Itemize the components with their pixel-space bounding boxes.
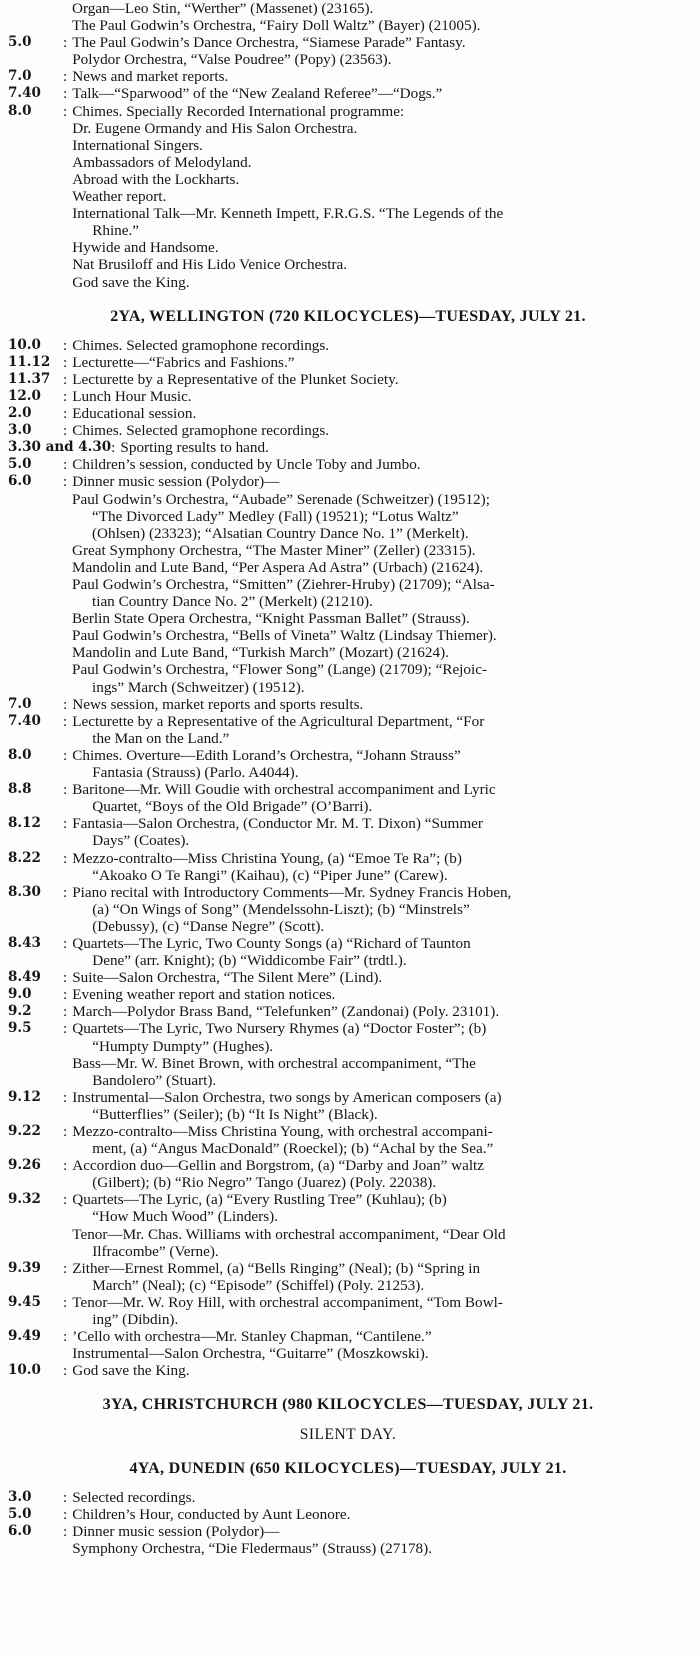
entry-line: Lecturette—“Fabrics and Fashions.” xyxy=(72,353,295,371)
entry-line: Dinner music session (Polydor)— xyxy=(72,1522,280,1540)
schedule-entry xyxy=(8,34,688,68)
schedule-entry xyxy=(8,1506,688,1523)
entry-text xyxy=(72,1328,688,1362)
entry-time: 5.0 xyxy=(8,1505,32,1522)
entry-text xyxy=(72,815,688,849)
entry-line: Evening weather report and station notices. xyxy=(72,986,336,1004)
dinner-line: tian Country Dance No. 2” (Merkelt) (21210). xyxy=(92,593,373,611)
entry-text xyxy=(72,85,688,102)
entry-time: 8.0 xyxy=(8,102,32,119)
continued-programme-lines xyxy=(8,0,688,34)
entry-text xyxy=(72,388,688,405)
entry-line: Chimes. Selected gramophone recordings. xyxy=(72,336,330,354)
dinner-line: ings” March (Schweitzer) (19512). xyxy=(92,678,305,696)
entry-line: March—Polydor Brass Band, “Telefunken” (Zandonai) (Poly. 23101). xyxy=(72,1003,500,1021)
entry-line: ment, (a) “Angus MacDonald” (Roeckel); (b) “Achal by the Sea.” xyxy=(92,1140,494,1158)
entry-text xyxy=(72,935,688,969)
entry-text xyxy=(72,1294,688,1328)
entry-text xyxy=(72,1489,688,1506)
dinner-line: Paul Godwin’s Orchestra, “Bells of Vineta” Waltz (Lindsay Thiemer). xyxy=(72,627,497,645)
section-4ya-schedule xyxy=(8,1489,688,1557)
schedule-entry xyxy=(8,456,688,473)
time-separator: : xyxy=(63,1003,68,1021)
entry-text xyxy=(72,781,688,815)
entry-line: Fantasia—Salon Orchestra, (Conductor Mr. M. T. Dixon) “Summer xyxy=(72,815,483,833)
entry-line: Tenor—Mr. W. Roy Hill, with orchestral accompaniment, “Tom Bowl- xyxy=(72,1293,503,1311)
time-separator: : xyxy=(63,712,68,730)
entry-line: ing” (Dibdin). xyxy=(92,1311,179,1329)
entry-line: ’Cello with orchestra—Mr. Stanley Chapman, “Cantilene.” xyxy=(72,1328,432,1346)
schedule-entry xyxy=(8,781,688,815)
time-separator: : xyxy=(63,85,68,103)
entry-time: 3.30 and 4.30 xyxy=(8,439,112,456)
heading-4ya-dunedin: 4YA, DUNEDIN (650 KILOCYCLES)—TUESDAY, JULY 21. xyxy=(129,1459,567,1477)
schedule-entry xyxy=(8,371,688,388)
schedule-entry xyxy=(8,405,688,422)
entry-line: Quartet, “Boys of the Old Brigade” (O’Barri). xyxy=(92,798,373,816)
entry-time: 11.37 xyxy=(8,370,51,387)
entry-line: News session, market reports and sports results. xyxy=(72,695,364,713)
entry-line: God save the King. xyxy=(72,1362,190,1380)
entry-time: 3.0 xyxy=(8,1488,32,1505)
schedule-entry xyxy=(8,1523,688,1557)
entry-line: Lecturette by a Representative of the Plunket Society. xyxy=(72,370,399,388)
entry-text xyxy=(72,1191,688,1259)
entry-line: Educational session. xyxy=(72,405,197,423)
entry-line: Bass—Mr. W. Binet Brown, with orchestral accompaniment, “The xyxy=(72,1054,476,1072)
schedule-entry xyxy=(8,1157,688,1191)
time-separator: : xyxy=(111,439,116,457)
time-separator: : xyxy=(63,456,68,474)
schedule-entry xyxy=(8,1328,688,1362)
entry-text xyxy=(72,354,688,371)
entry-text xyxy=(72,1506,688,1523)
schedule-entry xyxy=(8,935,688,969)
entry-line: Bandolero” (Stuart). xyxy=(92,1071,217,1089)
entry-line: Fantasia (Strauss) (Parlo. A4044). xyxy=(92,764,299,782)
heading-3ya-christchurch: 3YA, CHRISTCHURCH (980 KILOCYCLES—TUESDAY, JULY 21. xyxy=(102,1396,594,1414)
schedule-entry xyxy=(8,422,688,439)
schedule-entry xyxy=(8,1003,688,1020)
time-separator: : xyxy=(63,1293,68,1311)
time-separator: : xyxy=(63,102,68,120)
entry-line: Dr. Eugene Ormandy and His Salon Orchestra. xyxy=(72,119,358,137)
entry-line: The Paul Godwin’s Dance Orchestra, “Siamese Parade” Fantasy. xyxy=(72,34,466,52)
schedule-entry xyxy=(8,747,688,781)
entry-time: 8.49 xyxy=(8,969,41,986)
entry-text xyxy=(72,1020,688,1088)
time-separator: : xyxy=(63,849,68,867)
entry-line: Instrumental—Salon Orchestra, “Guitarre” (Moszkowski). xyxy=(72,1345,429,1363)
time-separator: : xyxy=(63,1522,68,1540)
section-1ya-evening xyxy=(8,34,688,290)
time-separator: : xyxy=(63,746,68,764)
entry-time: 5.0 xyxy=(8,456,32,473)
text-line: Organ—Leo Stin, “Werther” (Massenet) (23165). xyxy=(72,0,374,17)
dinner-line: Mandolin and Lute Band, “Turkish March” (Mozart) (21624). xyxy=(72,644,449,662)
schedule-entry xyxy=(8,713,688,747)
entry-time: 9.45 xyxy=(8,1293,41,1310)
entry-line: Lunch Hour Music. xyxy=(72,387,192,405)
entry-line: “How Much Wood” (Linders). xyxy=(92,1208,278,1226)
entry-time: 8.43 xyxy=(8,934,41,951)
entry-line: Quartets—The Lyric, (a) “Every Rustling Tree” (Kuhlau); (b) xyxy=(72,1191,447,1209)
schedule-entry xyxy=(8,68,688,85)
entry-time: 10.0 xyxy=(8,336,41,353)
time-separator: : xyxy=(63,815,68,833)
dinner-line: Mandolin and Lute Band, “Per Aspera Ad Astra” (Urbach) (21624). xyxy=(72,558,484,576)
entry-text xyxy=(72,422,688,439)
entry-line: Polydor Orchestra, “Valse Poudree” (Popy) (23563). xyxy=(72,51,392,69)
entry-text xyxy=(72,884,688,935)
time-separator: : xyxy=(63,781,68,799)
time-separator: : xyxy=(63,1020,68,1038)
entry-line: Ilfracombe” (Verne). xyxy=(92,1242,219,1260)
entry-text xyxy=(72,1003,688,1020)
entry-time: 7.40 xyxy=(8,85,41,102)
entry-line: Quartets—The Lyric, Two County Songs (a) “Richard of Taunton xyxy=(72,934,471,952)
time-separator: : xyxy=(63,1488,68,1506)
entry-line: Lecturette by a Representative of the Agricultural Department, “For xyxy=(72,712,485,730)
schedule-entry xyxy=(8,969,688,986)
entry-time: 2.0 xyxy=(8,405,32,422)
entry-text xyxy=(72,1523,688,1557)
entry-text xyxy=(72,1260,688,1294)
time-separator: : xyxy=(63,336,68,354)
time-separator: : xyxy=(63,1362,68,1380)
entry-line: Weather report. xyxy=(72,188,167,206)
dinner-line: Berlin State Opera Orchestra, “Knight Passman Ballet” (Strauss). xyxy=(72,610,470,628)
entry-text xyxy=(72,986,688,1003)
entry-line: “Butterflies” (Seiler); (b) “It Is Night” (Black). xyxy=(92,1105,378,1123)
entry-time: 8.8 xyxy=(8,781,32,798)
entry-line: Rhine.” xyxy=(92,222,140,240)
entry-time: 9.5 xyxy=(8,1020,32,1037)
entry-line: International Talk—Mr. Kenneth Impett, F.R.G.S. “The Legends of the xyxy=(72,205,504,223)
dinner-line: Paul Godwin’s Orchestra, “Smitten” (Ziehrer-Hruby) (21709); “Alsa- xyxy=(72,576,495,593)
entry-line: Piano recital with Introductory Comments—Mr. Sydney Francis Hoben, xyxy=(72,883,512,901)
entry-line: Chimes. Overture—Edith Lorand’s Orchestra, “Johann Strauss” xyxy=(72,746,461,764)
entry-line: Dinner music session (Polydor)— xyxy=(72,473,280,491)
entry-time: 9.39 xyxy=(8,1259,41,1276)
entry-line: Quartets—The Lyric, Two Nursery Rhymes (a) “Doctor Foster”; (b) xyxy=(72,1020,487,1038)
entry-text xyxy=(72,473,688,490)
entry-line: Abroad with the Lockharts. xyxy=(72,170,240,188)
entry-time: 6.0 xyxy=(8,473,32,490)
dinner-line: Paul Godwin’s Orchestra, “Flower Song” (Lange) (21709); “Rejoic- xyxy=(72,661,488,679)
entry-line: Nat Brusiloff and His Lido Venice Orchestra. xyxy=(72,256,348,274)
entry-time: 8.12 xyxy=(8,815,41,832)
schedule-entry xyxy=(8,1294,688,1328)
entry-time: 8.22 xyxy=(8,849,41,866)
entry-text xyxy=(72,850,688,884)
entry-time: 10.0 xyxy=(8,1362,41,1379)
silent-day-notice: SILENT DAY. xyxy=(299,1425,397,1443)
entry-time: 9.26 xyxy=(8,1157,41,1174)
entry-time: 9.12 xyxy=(8,1088,41,1105)
entry-line: Zither—Ernest Rommel, (a) “Bells Ringing” (Neal); (b) “Spring in xyxy=(72,1259,481,1277)
entry-line: Instrumental—Salon Orchestra, two songs by American composers (a) xyxy=(72,1088,502,1106)
schedule-entry xyxy=(8,884,688,935)
schedule-entry xyxy=(8,1123,688,1157)
schedule-entry xyxy=(8,815,688,849)
section-2ya-schedule xyxy=(8,337,688,491)
entry-text xyxy=(72,1123,688,1157)
entry-time: 6.0 xyxy=(8,1522,32,1539)
schedule-entry xyxy=(8,1020,688,1088)
time-separator: : xyxy=(63,934,68,952)
entry-line: the Man on the Land.” xyxy=(92,729,230,747)
entry-text xyxy=(120,439,688,456)
entry-time: 7.0 xyxy=(8,68,32,85)
entry-text xyxy=(72,456,688,473)
time-separator: : xyxy=(63,1191,68,1209)
time-separator: : xyxy=(63,473,68,491)
entry-line: Chimes. Selected gramophone recordings. xyxy=(72,422,330,440)
entry-time: 9.49 xyxy=(8,1328,41,1345)
entry-line: Children’s session, conducted by Uncle Toby and Jumbo. xyxy=(72,456,421,474)
time-separator: : xyxy=(63,34,68,52)
schedule-entry xyxy=(8,388,688,405)
schedule-entry xyxy=(8,1260,688,1294)
time-separator: : xyxy=(63,695,68,713)
dinner-line: Great Symphony Orchestra, “The Master Miner” (Zeller) (23315). xyxy=(72,541,476,559)
schedule-entry xyxy=(8,696,688,713)
entry-time: 8.0 xyxy=(8,746,32,763)
time-separator: : xyxy=(63,1157,68,1175)
entry-line: Hywide and Handsome. xyxy=(72,239,219,257)
entry-line: Talk—“Sparwood” of the “New Zealand Referee”—“Dogs.” xyxy=(72,85,443,103)
entry-text xyxy=(72,68,688,85)
entry-line: Symphony Orchestra, “Die Fledermaus” (Strauss) (27178). xyxy=(72,1539,433,1557)
entry-line: Days” (Coates). xyxy=(92,832,190,850)
time-separator: : xyxy=(63,370,68,388)
entry-time: 7.40 xyxy=(8,712,41,729)
schedule-entry xyxy=(8,1191,688,1259)
entry-text xyxy=(72,696,688,713)
heading-2ya-wellington: 2YA, WELLINGTON (720 KILOCYCLES)—TUESDAY, JULY 21. xyxy=(110,307,586,325)
schedule-entry xyxy=(8,1362,688,1379)
entry-time: 9.32 xyxy=(8,1191,41,1208)
entry-text xyxy=(72,371,688,388)
dinner-line: Paul Godwin’s Orchestra, “Aubade” Serenade (Schweitzer) (19512); xyxy=(72,490,490,508)
entry-text xyxy=(72,1362,688,1379)
entry-time: 12.0 xyxy=(8,387,41,404)
time-separator: : xyxy=(63,1259,68,1277)
time-separator: : xyxy=(63,986,68,1004)
time-separator: : xyxy=(63,353,68,371)
entry-line: Chimes. Specially Recorded International programme: xyxy=(72,102,405,120)
schedule-entry xyxy=(8,103,688,291)
entry-line: March” (Neal); (c) “Episode” (Schiffel) (Poly. 21253). xyxy=(92,1276,425,1294)
entry-line: “Akoako O Te Rangi” (Kaihau), (c) “Piper June” (Carew). xyxy=(92,866,448,884)
dinner-line: (Ohlsen) (23323); “Alsatian Country Dance No. 1” (Merkelt). xyxy=(92,524,469,542)
entry-text xyxy=(72,1089,688,1123)
schedule-entry xyxy=(8,354,688,371)
entry-text xyxy=(72,405,688,422)
entry-line: Accordion duo—Gellin and Borgstrom, (a) “Darby and Joan” waltz xyxy=(72,1157,485,1175)
entry-line: Children’s Hour, conducted by Aunt Leonore. xyxy=(72,1505,351,1523)
entry-line: Ambassadors of Melodyland. xyxy=(72,153,252,171)
entry-time: 9.0 xyxy=(8,986,32,1003)
entry-text xyxy=(72,969,688,986)
entry-text xyxy=(72,713,688,747)
time-separator: : xyxy=(63,883,68,901)
entry-line: (Debussy), (c) “Danse Negre” (Scott). xyxy=(92,917,325,935)
entry-line: (a) “On Wings of Song” (Mendelssohn-Liszt); (b) “Minstrels” xyxy=(92,900,470,918)
entry-line: Selected recordings. xyxy=(72,1488,196,1506)
time-separator: : xyxy=(63,68,68,86)
dinner-line: “The Divorced Lady” Medley (Fall) (19521); “Lotus Waltz” xyxy=(92,507,459,525)
schedule-entry xyxy=(8,850,688,884)
time-separator: : xyxy=(63,1505,68,1523)
schedule-entry xyxy=(8,439,688,456)
schedule-entry xyxy=(8,85,688,102)
entry-time: 5.0 xyxy=(8,34,32,51)
time-separator: : xyxy=(63,405,68,423)
section-2ya-evening xyxy=(8,696,688,1380)
time-separator: : xyxy=(63,1123,68,1140)
entry-line: “Humpty Dumpty” (Hughes). xyxy=(92,1037,274,1055)
text-line: The Paul Godwin’s Orchestra, “Fairy Doll Waltz” (Bayer) (21005). xyxy=(72,17,481,35)
entry-time: 9.22 xyxy=(8,1123,41,1139)
time-separator: : xyxy=(63,422,68,440)
entry-line: God save the King. xyxy=(72,273,190,291)
entry-text xyxy=(72,747,688,781)
dinner-music-list xyxy=(8,491,688,696)
entry-time: 11.12 xyxy=(8,353,51,370)
time-separator: : xyxy=(63,1088,68,1106)
schedule-entry xyxy=(8,1489,688,1506)
time-separator: : xyxy=(63,387,68,405)
entry-line: Baritone—Mr. Will Goudie with orchestral accompaniment and Lyric xyxy=(72,781,496,799)
schedule-entry xyxy=(8,1089,688,1123)
entry-line: Sporting results to hand. xyxy=(120,439,269,457)
entry-text xyxy=(72,103,688,291)
entry-text xyxy=(72,1157,688,1191)
entry-line: (Gilbert); (b) “Rio Negro” Tango (Juarez) (Poly. 22038). xyxy=(92,1174,437,1192)
entry-line: Suite—Salon Orchestra, “The Silent Mere” (Lind). xyxy=(72,969,383,987)
entry-line: Mezzo-contralto—Miss Christina Young, (a) “Emoe Te Ra”; (b) xyxy=(72,849,462,867)
entry-line: News and market reports. xyxy=(72,68,229,86)
schedule-entry xyxy=(8,473,688,490)
time-separator: : xyxy=(63,1328,68,1346)
entry-time: 9.2 xyxy=(8,1003,32,1020)
entry-text xyxy=(72,337,688,354)
entry-time: 8.30 xyxy=(8,883,41,900)
entry-line: International Singers. xyxy=(72,136,203,154)
entry-line: Mezzo-contralto—Miss Christina Young, with orchestral accompani- xyxy=(72,1123,493,1140)
entry-line: Tenor—Mr. Chas. Williams with orchestral accompaniment, “Dear Old xyxy=(72,1225,506,1243)
schedule-entry xyxy=(8,337,688,354)
time-separator: : xyxy=(63,969,68,987)
entry-text xyxy=(72,34,688,68)
entry-line: Dene” (arr. Knight); (b) “Widdicombe Fair” (trdtl.). xyxy=(92,952,407,970)
entry-time: 3.0 xyxy=(8,422,32,439)
entry-time: 7.0 xyxy=(8,695,32,712)
schedule-entry xyxy=(8,986,688,1003)
